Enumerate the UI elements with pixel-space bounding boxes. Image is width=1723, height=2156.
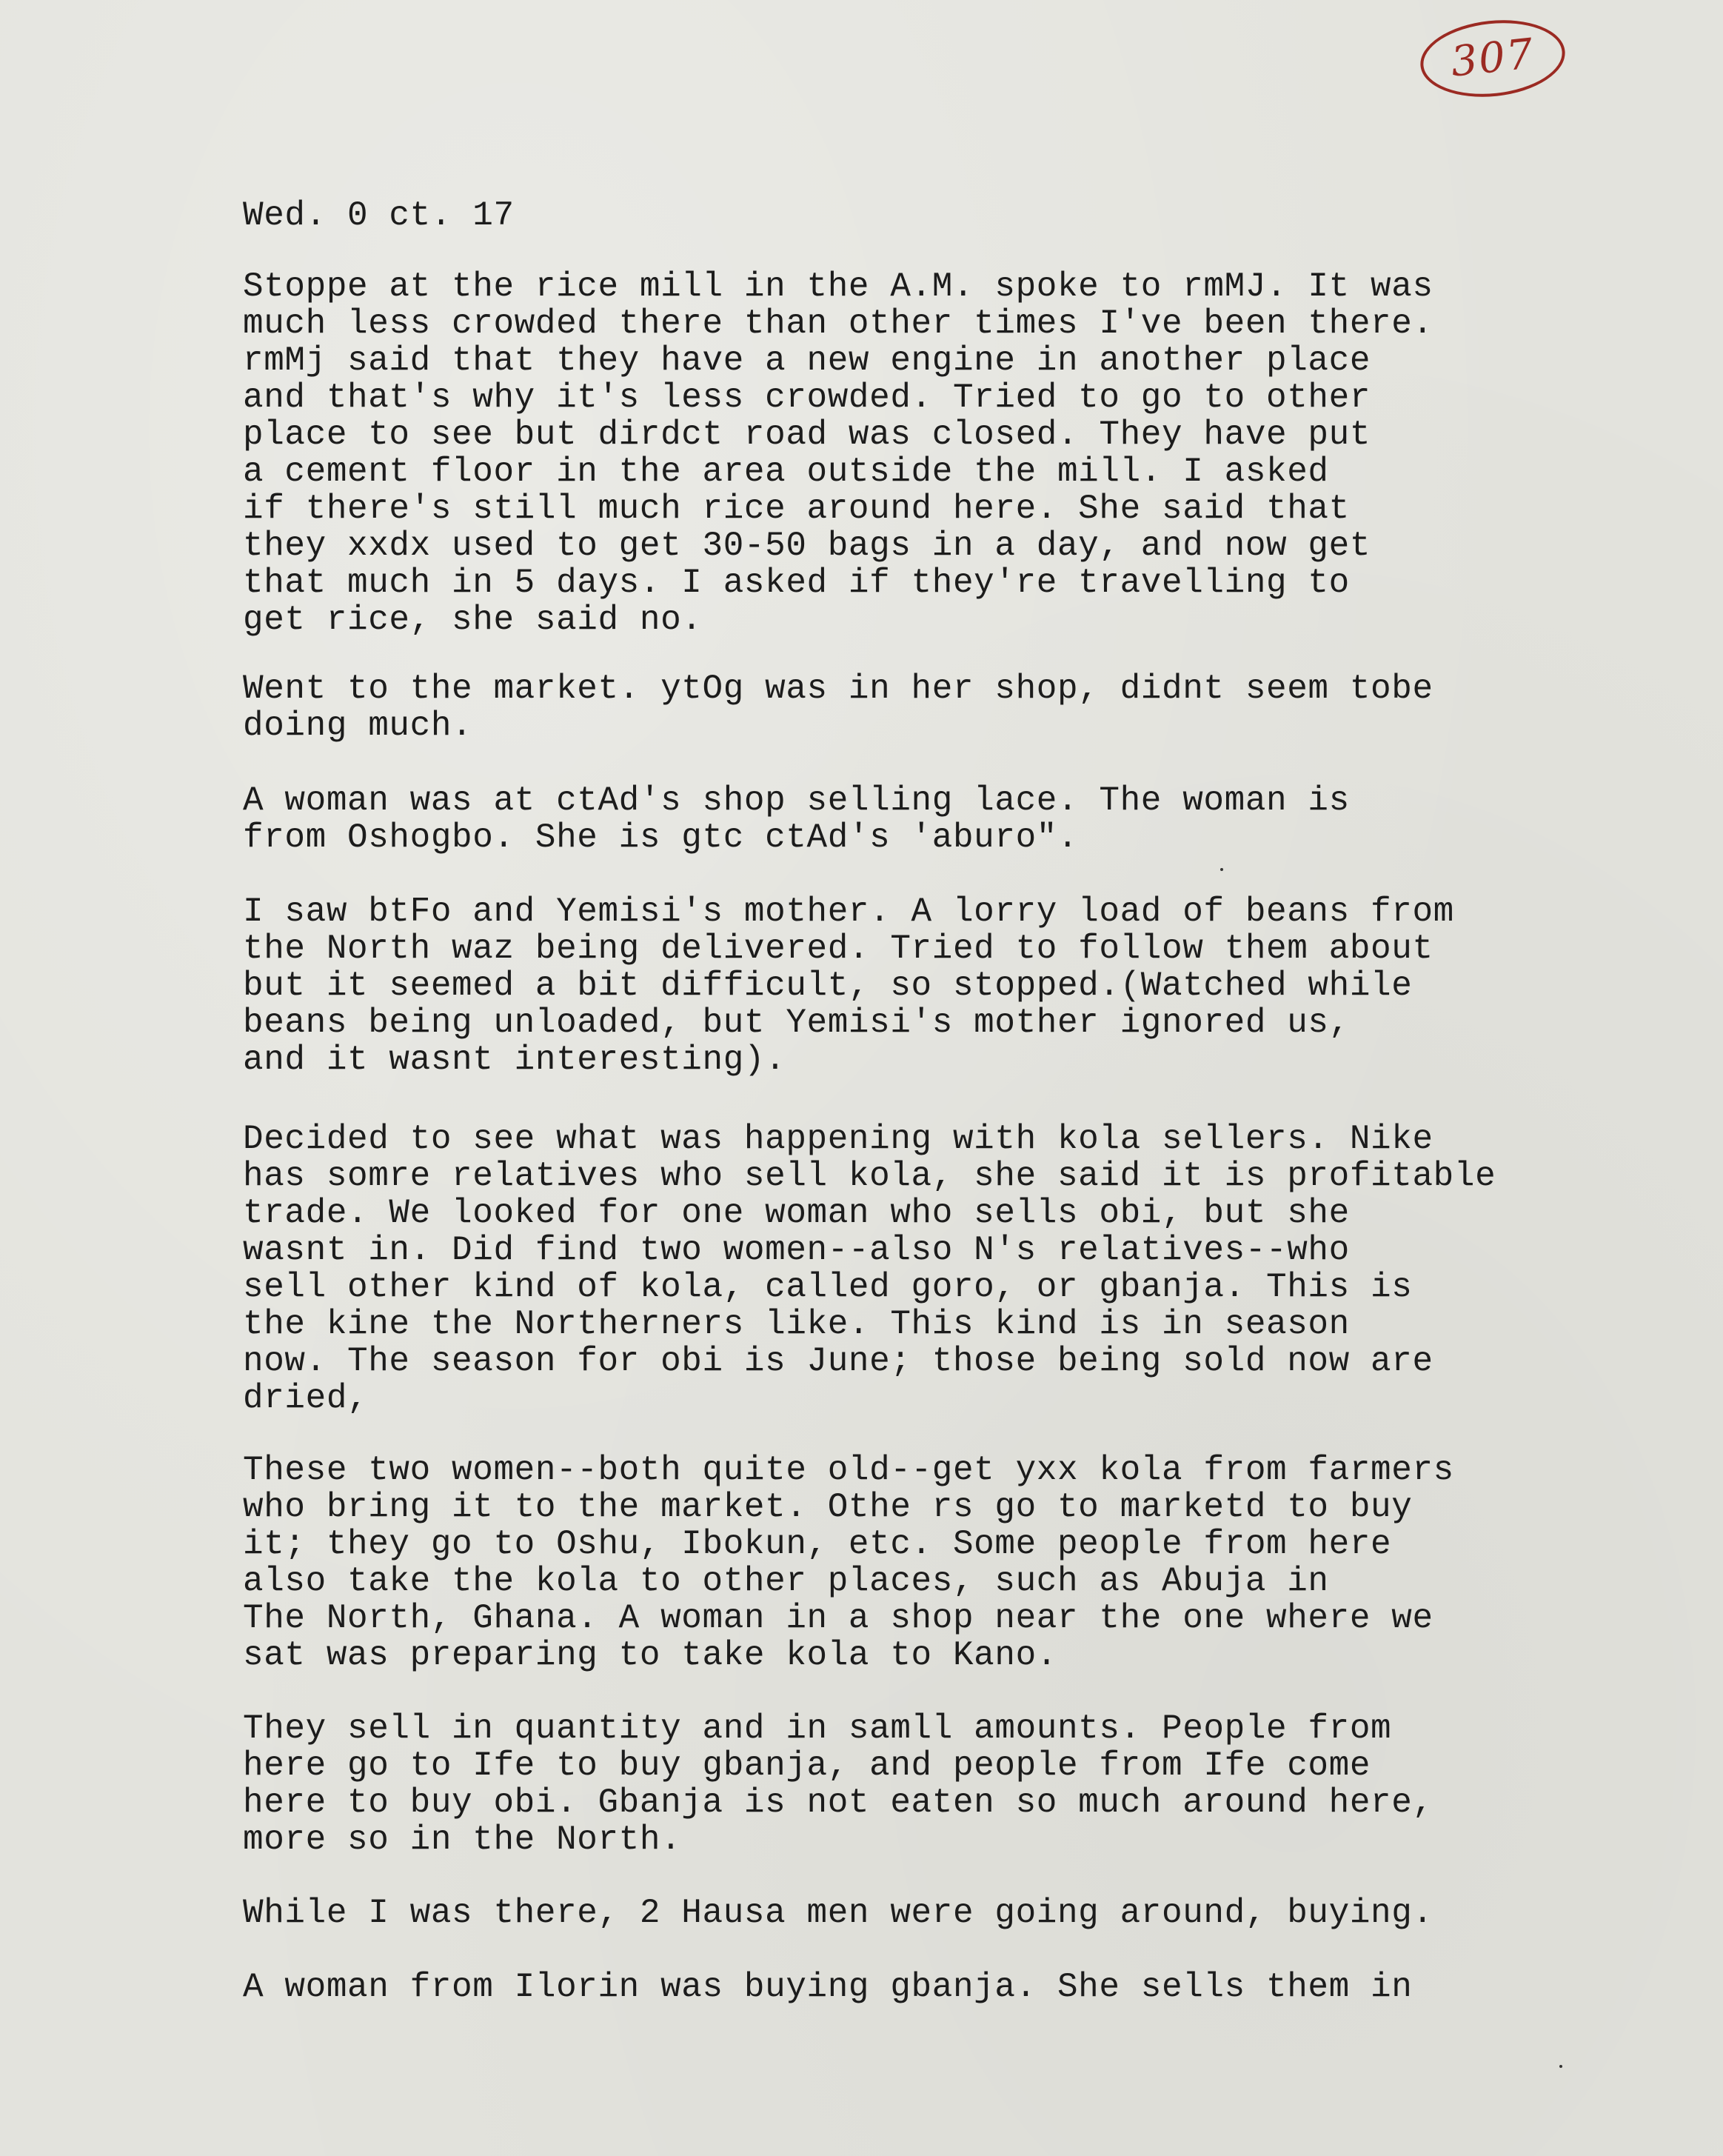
paragraph-hausa-buyers: While I was there, 2 Hausa men were going around, buying. — [243, 1894, 1433, 1932]
paragraph-kola-sources: These two women--both quite old--get yxx kola from farmers who bring it to the market. Othe rs go to marketd to buy it; they go to Oshu, Ibokun, etc. Some people from here also take the kola to other places, such as Abuja in The North, Ghana. A woman in a shop near the one where we sat was preparing to take kola to Kano. — [243, 1451, 1454, 1675]
paragraph-rice-mill: Stoppe at the rice mill in the A.M. spoke to rmMJ. It was much less crowded there than other times I've been there. rmMj said that they have a new engine in another place and that's why it's less crowded. Tried to go to other place to see but dirdct road was closed. They have put a cement floor in the area outside the mill. I asked if there's still much rice around here. She said that they xxdx used to get 30-50 bags in a day, and now get that much in 5 days. I asked if they're travelling to get rice, she said no. — [243, 267, 1433, 639]
entry-date: Wed. 0 ct. 17 — [243, 196, 515, 235]
paragraph-quantities: They sell in quantity and in samll amounts. People from here go to Ife to buy gbanja, and people from Ife come here to buy obi. Gbanja is not eaten so much around here, more so in the North. — [243, 1709, 1433, 1859]
paragraph-lace-seller: A woman was at ctAd's shop selling lace. The woman is from Oshogbo. She is gtc ctAd's 'aburo". — [243, 781, 1350, 857]
ink-speck — [1220, 868, 1223, 871]
page-number-stamp: 307 — [1416, 13, 1569, 104]
paragraph-market: Went to the market. ytOg was in her shop, didnt seem tobe doing much. — [243, 670, 1433, 745]
paragraph-beans-lorry: I saw btFo and Yemisi's mother. A lorry load of beans from the North waz being delivered. Tried to follow them about but it seemed a bit difficult, so stopped.(Watched while beans being unloaded, but Yemisi's mother ignored us, and it wasnt interesting). — [243, 892, 1454, 1079]
paragraph-kola-sellers: Decided to see what was happening with kola sellers. Nike has somre relatives who sell kola, she said it is profitable trade. We looked for one woman who sells obi, but she wasnt in. Did find two women--also N's relatives--who sell other kind of kola, called goro, or gbanja. This is the kine the Northerners like. This kind is in season now. The season for obi is June; those being sold now are dried, — [243, 1120, 1496, 1418]
paragraph-ilorin-woman: A woman from Ilorin was buying gbanja. She sells them in — [243, 1968, 1413, 2006]
ink-speck — [1559, 2065, 1562, 2068]
